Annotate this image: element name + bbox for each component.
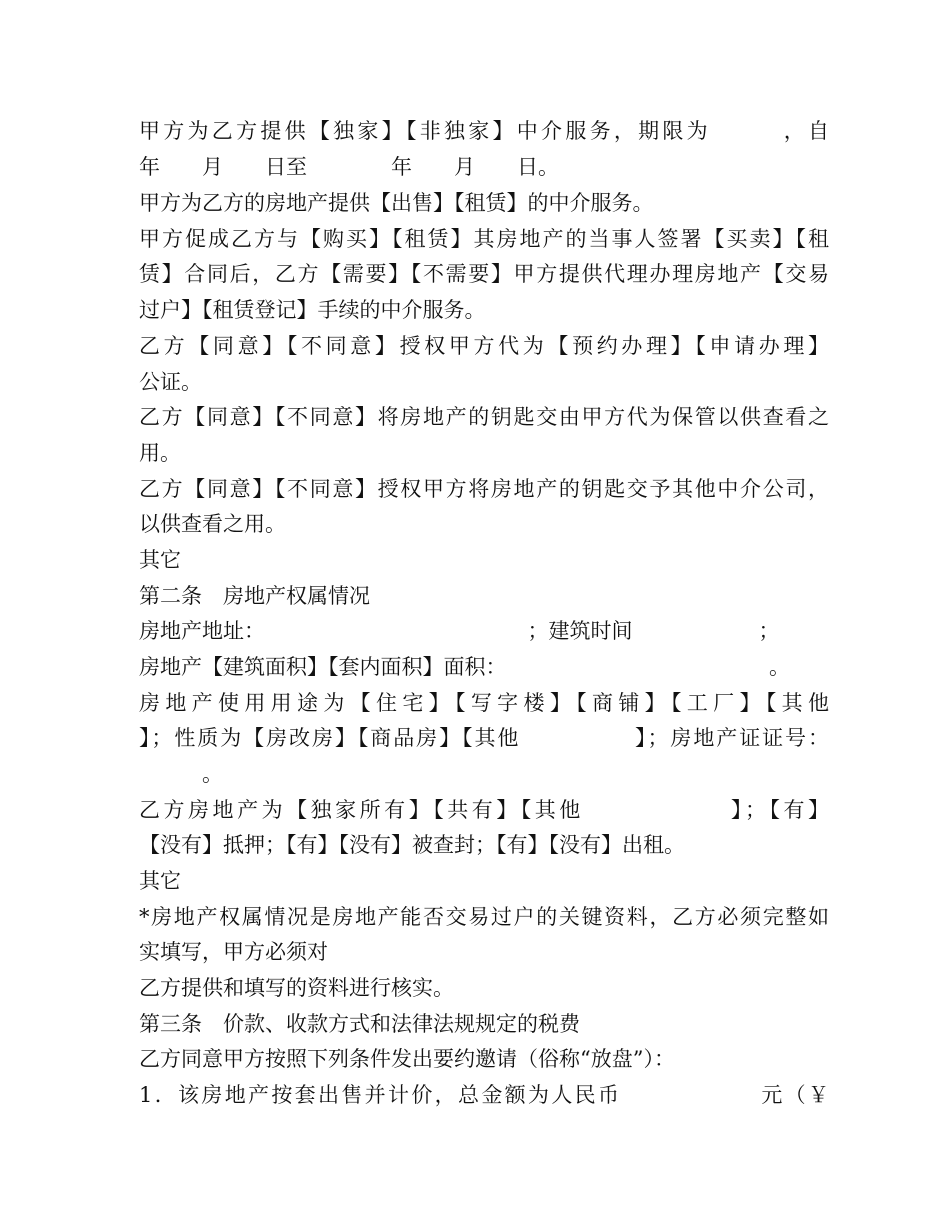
text-line: 实填写，甲方必须对 bbox=[139, 940, 328, 964]
text-line: 甲方为乙方提供【独家】【非独家】中介服务，期限为 ，自 bbox=[139, 119, 829, 143]
text-line: 年 月 日至 年 月 日。 bbox=[139, 155, 559, 179]
text-line: 房地产地址： ；建筑时间 ； bbox=[139, 619, 780, 643]
text-line: 过户】【租赁登记】手续的中介服务。 bbox=[139, 298, 486, 322]
text-line: 赁】合同后，乙方【需要】【不需要】甲方提供代理办理房地产【交易 bbox=[139, 262, 829, 286]
text-line: 房地产使用用途为【住宅】【写字楼】【商铺】【工厂】【其他 bbox=[139, 691, 829, 715]
text-line: *房地产权属情况是房地产能否交易过户的关键资料，乙方必须完整如 bbox=[139, 905, 829, 929]
text-line: 1．该房地产按套出售并计价，总金额为人民币 元（￥ bbox=[139, 1083, 829, 1107]
text-line: 用。 bbox=[139, 441, 181, 465]
text-line: 甲方促成乙方与【购买】【租赁】其房地产的当事人签署【买卖】【租 bbox=[139, 227, 829, 251]
text-line: 乙方房地产为【独家所有】【共有】【其他 】；【有】 bbox=[139, 798, 829, 822]
text-line: 甲方为乙方的房地产提供【出售】【租赁】的中介服务。 bbox=[139, 191, 654, 215]
text-line: 。 bbox=[139, 762, 223, 786]
text-line: 乙方【同意】【不同意】授权甲方代为【预约办理】【申请办理】 bbox=[139, 334, 829, 358]
text-line: 房地产【建筑面积】【套内面积】面积： 。 bbox=[139, 655, 790, 679]
text-line: 公证。 bbox=[139, 370, 202, 394]
section-heading: 第三条 价款、收款方式和法律法规规定的税费 bbox=[139, 1012, 580, 1036]
text-line: 乙方【同意】【不同意】将房地产的钥匙交由甲方代为保管以供查看之 bbox=[139, 405, 829, 429]
text-line: 其它 bbox=[139, 548, 181, 572]
section-heading: 第二条 房地产权属情况 bbox=[139, 584, 370, 608]
text-line: 乙方同意甲方按照下列条件发出要约邀请（俗称“放盘”）： bbox=[139, 1047, 675, 1071]
text-line: 以供查看之用。 bbox=[139, 512, 286, 536]
text-line: 其它 bbox=[139, 869, 181, 893]
text-line: 【没有】抵押；【有】【没有】被查封；【有】【没有】出租。 bbox=[139, 833, 685, 857]
text-line: 】；性质为【房改房】【商品房】【其他 】；房地产证证号： bbox=[139, 726, 829, 750]
text-line: 乙方【同意】【不同意】授权甲方将房地产的钥匙交予其他中介公司， bbox=[139, 477, 829, 501]
text-line: 乙方提供和填写的资料进行核实。 bbox=[139, 976, 454, 1000]
